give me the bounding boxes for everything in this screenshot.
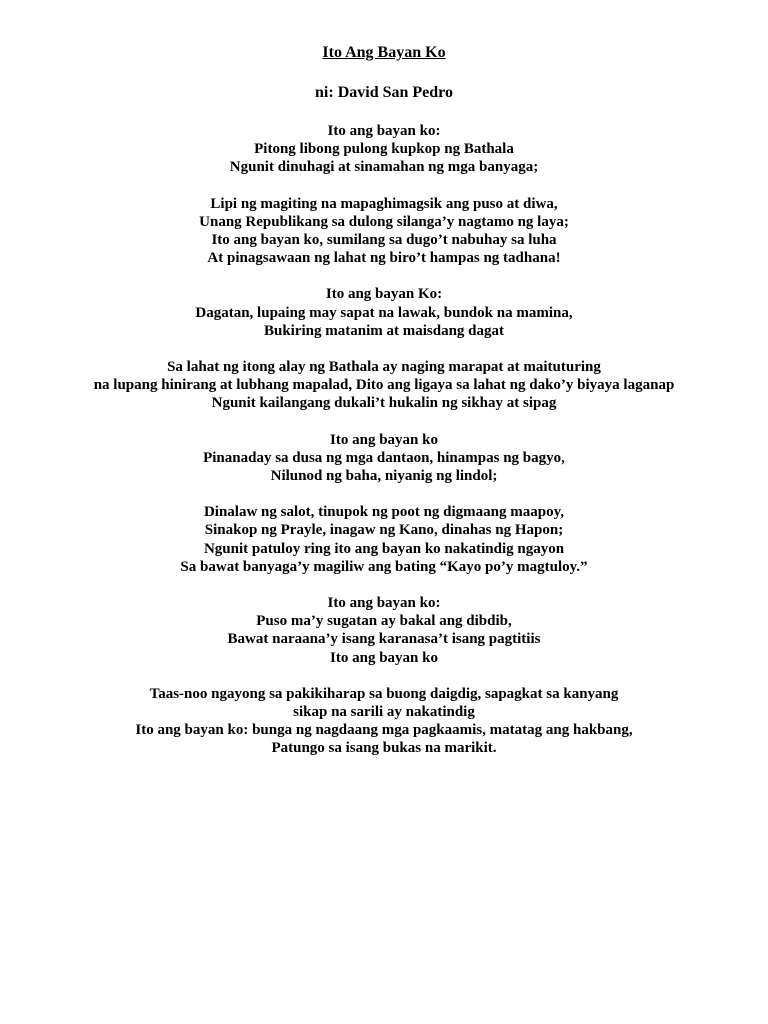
poem-line: Unang Republikang sa dulong silanga’y nagtamo ng laya;	[199, 213, 569, 230]
poem-line: Pinanaday sa dusa ng mga dantaon, hinampas ng bagyo,	[203, 449, 565, 466]
poem-body	[0, 122, 768, 776]
stanza-7	[0, 594, 768, 667]
poem-line: Ito ang bayan ko, sumilang sa dugo’t nabuhay sa luha	[211, 232, 557, 249]
stanza-4	[0, 358, 768, 413]
stanza-1	[0, 122, 768, 177]
poem-line: Nilunod ng baha, niyanig ng lindol;	[270, 468, 498, 485]
poem-line: Ngunit kailangang dukali’t hukalin ng sikhay at sipag	[211, 395, 557, 412]
stanza-3	[0, 285, 768, 340]
poem-line: Ngunit dinuhagi at sinamahan ng mga banyaga;	[229, 159, 539, 176]
stanza-2	[0, 195, 768, 268]
poem-line: Sinakop ng Prayle, inagaw ng Kano, dinahas ng Hapon;	[204, 522, 564, 539]
poem-line: Bukiring matanim at maisdang dagat	[263, 322, 505, 339]
stanza-8	[0, 685, 768, 758]
poem-line: Pitong libong pulong kupkop ng Bathala	[254, 141, 514, 158]
poem-line: Puso ma’y sugatan ay bakal ang dibdib,	[256, 613, 512, 630]
poem-line: sikap na sarili ay nakatindig	[293, 704, 475, 721]
poem-line: Ngunit patuloy ring ito ang bayan ko nakatindig ngayon	[203, 540, 565, 557]
stanza-5	[0, 431, 768, 486]
poem-line: Sa lahat ng itong alay ng Bathala ay naging marapat at maituturing	[167, 359, 601, 376]
poem-line: Ito ang bayan ko: bunga ng nagdaang mga pagkaamis, matatag ang hakbang,	[135, 722, 633, 739]
poem-line: Ito ang bayan ko:	[327, 595, 441, 612]
poem-line: Dagatan, lupaing may sapat na lawak, bundok na mamina,	[195, 304, 573, 321]
stanza-6	[0, 503, 768, 576]
poem-author: ni: David San Pedro	[315, 84, 453, 101]
poem-line: At pinagsawaan ng lahat ng biro’t hampas ng tadhana!	[207, 250, 561, 267]
poem-line: Dinalaw ng salot, tinupok ng poot ng digmaang maapoy,	[203, 504, 565, 521]
poem-line: Ito ang bayan ko	[330, 649, 438, 666]
poem-line: Bawat naraana’y isang karanasa’t isang pagtitiis	[227, 631, 541, 648]
poem-line: Ito ang bayan Ko:	[325, 286, 443, 303]
poem-line: Lipi ng magiting na mapaghimagsik ang puso at diwa,	[210, 195, 558, 212]
poem-line: Patungo sa isang bukas na marikit.	[271, 740, 497, 757]
poem-line: Ito ang bayan ko:	[327, 123, 441, 139]
poem-title: Ito Ang Bayan Ko	[322, 44, 446, 61]
poem-line: na lupang hinirang at lubhang mapalad, Dito ang ligaya sa lahat ng dako’y biyaya laganap	[93, 377, 675, 394]
poem-line: Taas-noo ngayong sa pakikiharap sa buong daigdig, sapagkat sa kanyang	[149, 685, 619, 702]
poem-line: Ito ang bayan ko	[330, 431, 438, 448]
poem-line: Sa bawat banyaga’y magiliw ang bating “Kayo po’y magtuloy.”	[180, 558, 588, 575]
